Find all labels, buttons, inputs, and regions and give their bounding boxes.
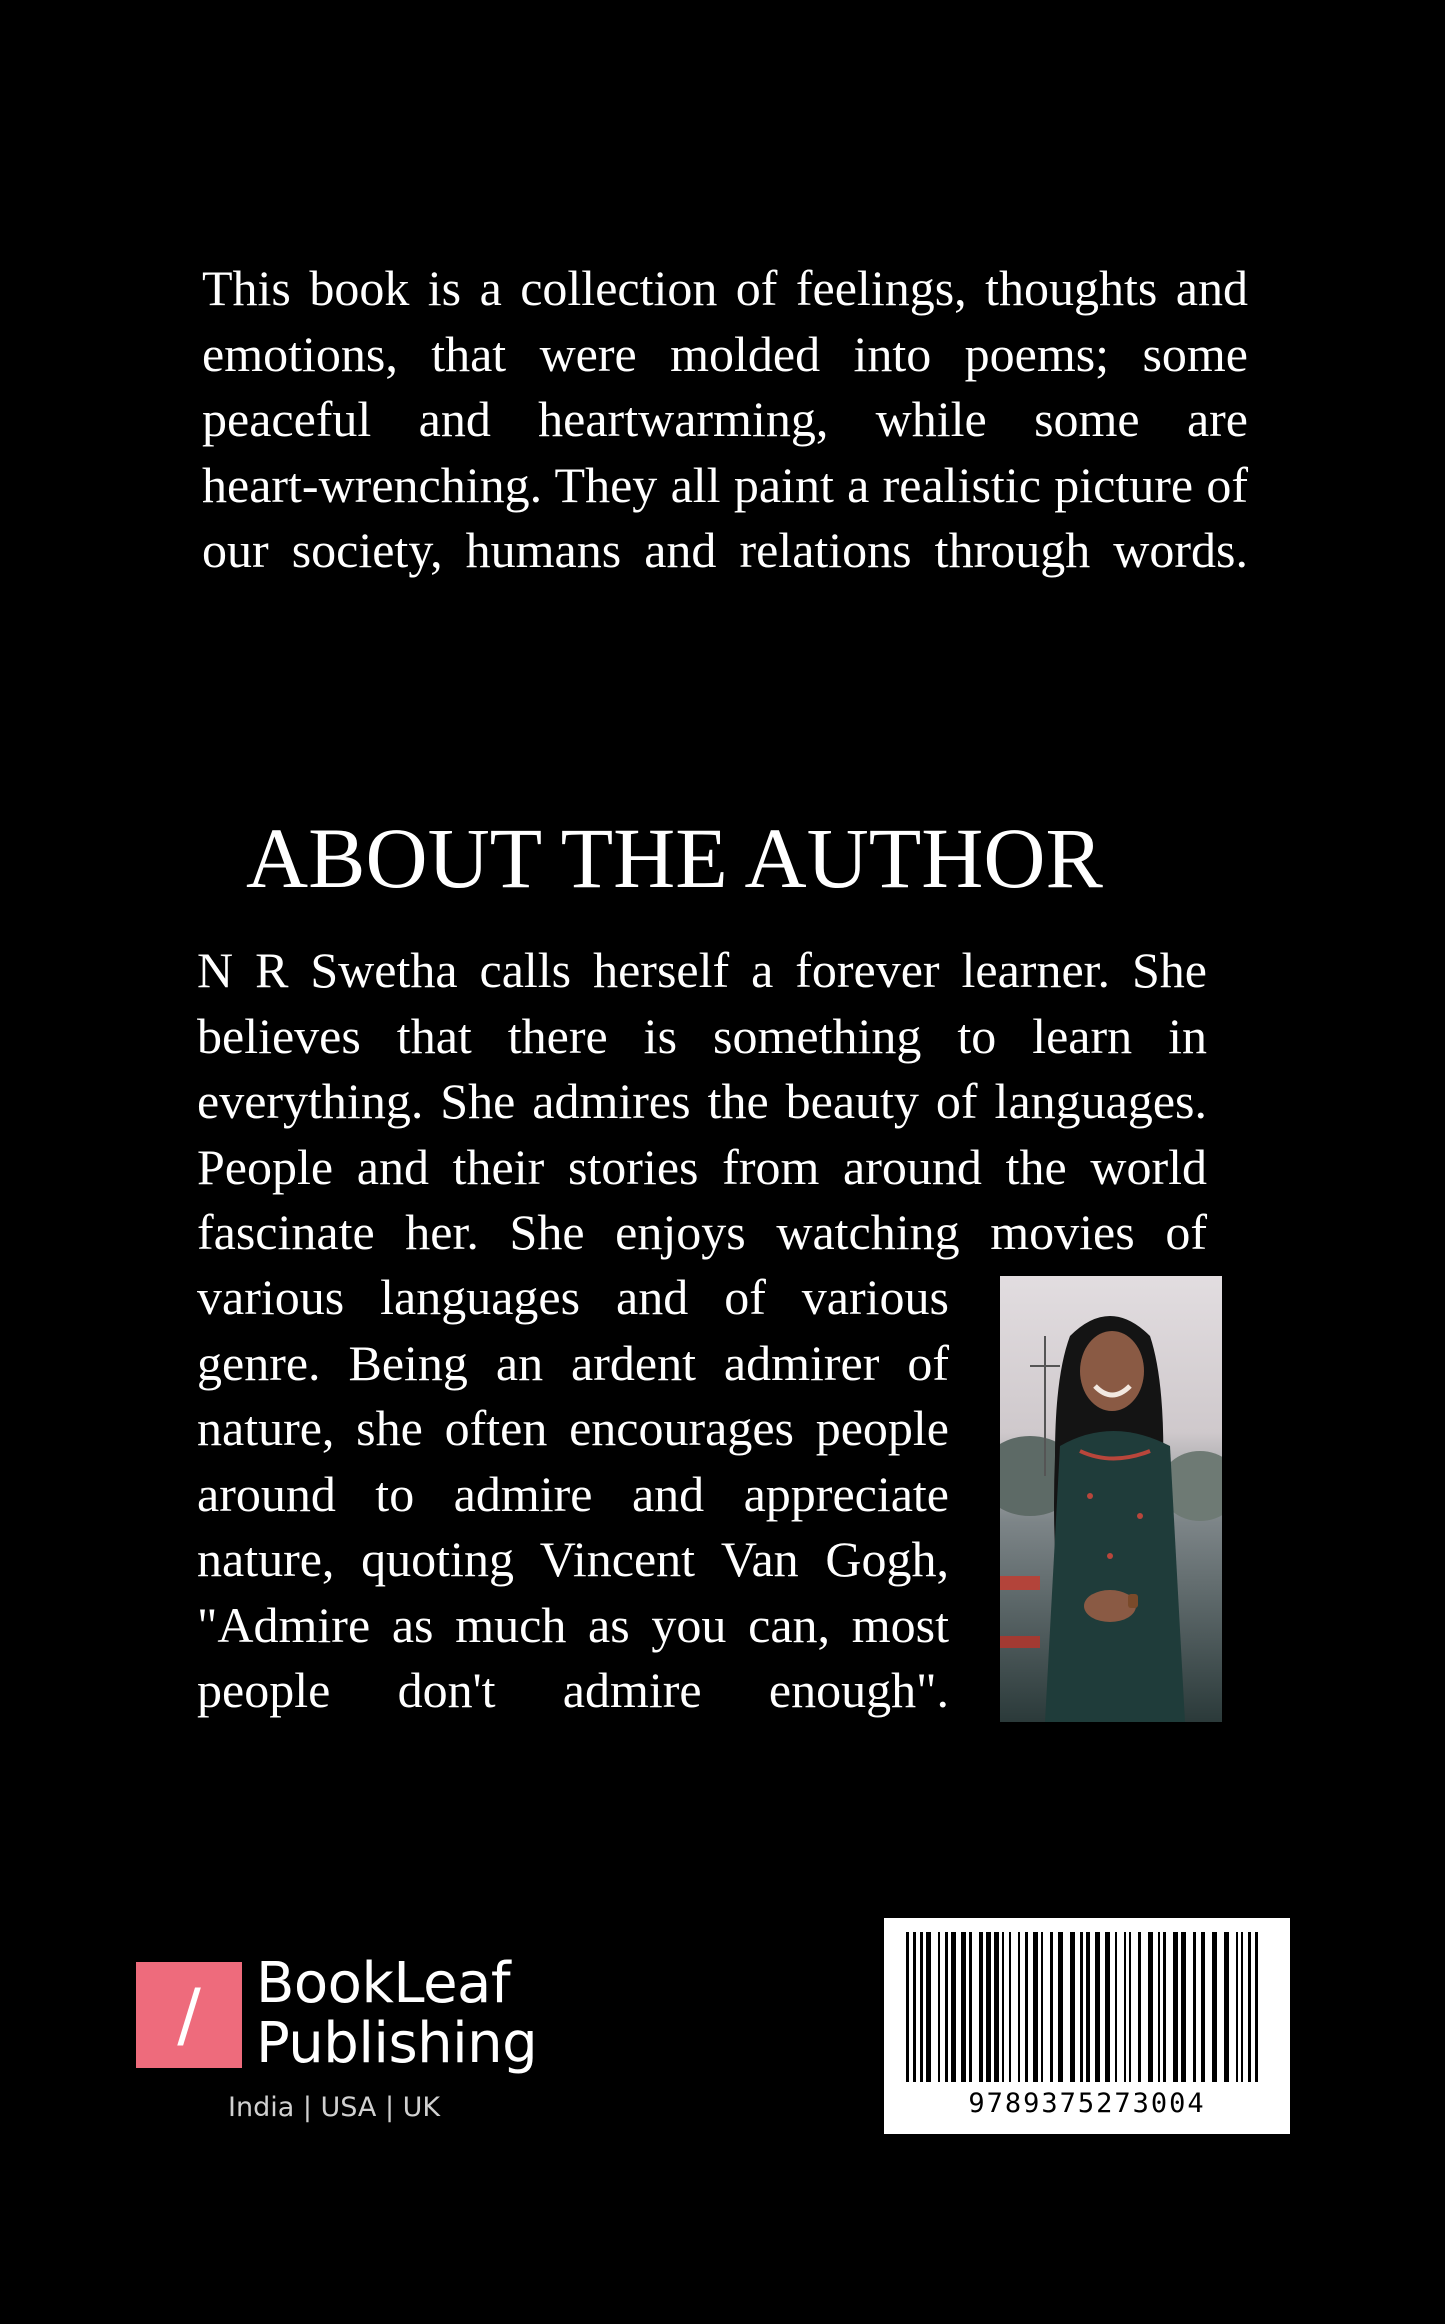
publisher-name-line2: Publishing (256, 2011, 538, 2076)
barcode-bar (1163, 1932, 1166, 2082)
bio-line: various languages and of various (197, 1269, 949, 1325)
isbn-barcode (884, 1918, 1290, 2134)
barcode-bar (1193, 1932, 1196, 2082)
barcode-bar (1255, 1932, 1258, 2082)
about-author-heading: ABOUT THE AUTHOR (246, 810, 1103, 906)
bio-line: people don't admire enough". (197, 1662, 949, 1718)
book-blurb (202, 256, 1248, 584)
barcode-bar (961, 1932, 966, 2082)
blurb-line: emotions, that were molded into poems; some (202, 325, 1248, 382)
barcode-bar (1201, 1932, 1205, 2082)
barcode-bar (1224, 1932, 1229, 2082)
barcode-bar (1138, 1932, 1141, 2082)
barcode-bar (994, 1932, 999, 2082)
publisher-name-line1: BookLeaf (256, 1951, 511, 2016)
barcode-bar (1124, 1932, 1126, 2082)
barcode-bar (945, 1932, 948, 2082)
barcode-bar (1058, 1932, 1063, 2082)
slash-logo-icon: / (177, 1974, 201, 2056)
barcode-bar (913, 1932, 916, 2082)
barcode-bar (1086, 1932, 1090, 2082)
barcode-bar (1248, 1932, 1251, 2082)
publisher-regions: India | USA | UK (228, 2092, 441, 2123)
barcode-bar (906, 1932, 909, 2082)
bio-line: around to admire and appreciate (197, 1465, 949, 1522)
barcode-bar (969, 1932, 972, 2082)
bio-line: fascinate her. She enjoys watching movies of (197, 1204, 1207, 1260)
barcode-bars (884, 1918, 1290, 2088)
barcode-bar (1105, 1932, 1110, 2082)
publisher-logo (136, 1951, 556, 2132)
barcode-bar (938, 1932, 940, 2082)
barcode-bar (1050, 1932, 1053, 2082)
bio-line: N R Swetha calls herself a forever learner. She (197, 942, 1207, 998)
bio-line: "Admire as much as you can, most (197, 1596, 949, 1653)
barcode-bar (926, 1932, 931, 2082)
bio-line: People and their stories from around the world (197, 1138, 1207, 1195)
bio-line: nature, she often encourages people (197, 1400, 949, 1456)
barcode-bar (1018, 1932, 1020, 2082)
barcode-bar (1115, 1932, 1117, 2082)
barcode-bar (1025, 1932, 1028, 2082)
barcode-bar (1173, 1932, 1178, 2082)
bio-line: believes that there is something to learn in (197, 1007, 1207, 1064)
barcode-bar (920, 1932, 923, 2082)
blurb-line: This book is a collection of feelings, thoughts and (202, 260, 1248, 316)
barcode-bar (1009, 1932, 1011, 2082)
barcode-bar (979, 1932, 983, 2082)
isbn-number: 9789375273004 (968, 2088, 1206, 2119)
barcode-bar (1148, 1932, 1153, 2082)
barcode-bar (951, 1932, 956, 2082)
blurb-line: our society, humans and relations through words. (202, 522, 1248, 578)
barcode-bar (1002, 1932, 1004, 2082)
barcode-bar (1181, 1932, 1186, 2082)
barcode-bar (1095, 1932, 1100, 2082)
barcode-bar (986, 1932, 991, 2082)
bio-line: genre. Being an ardent admirer of (197, 1334, 949, 1391)
barcode-bar (1236, 1932, 1238, 2082)
barcode-bar (1070, 1932, 1075, 2082)
bio-line: nature, quoting Vincent Van Gogh, (197, 1531, 949, 1587)
author-photo (1000, 1276, 1222, 1722)
barcode-bar (1212, 1932, 1217, 2082)
bio-line: everything. She admires the beauty of languages. (197, 1073, 1207, 1129)
author-bio-top (197, 938, 1207, 1266)
barcode-bar (1129, 1932, 1131, 2082)
barcode-bar (1241, 1932, 1243, 2082)
blurb-line: heart-wrenching. They all paint a realistic picture of (202, 456, 1248, 513)
barcode-bar (1080, 1932, 1083, 2082)
author-bio-bottom (197, 1265, 949, 1724)
barcode-bar (1041, 1932, 1043, 2082)
author-portrait-illustration (1000, 1276, 1222, 1722)
barcode-bar (1033, 1932, 1038, 2082)
barcode-bar (1158, 1932, 1160, 2082)
blurb-line: peaceful and heartwarming, while some are (202, 391, 1248, 447)
